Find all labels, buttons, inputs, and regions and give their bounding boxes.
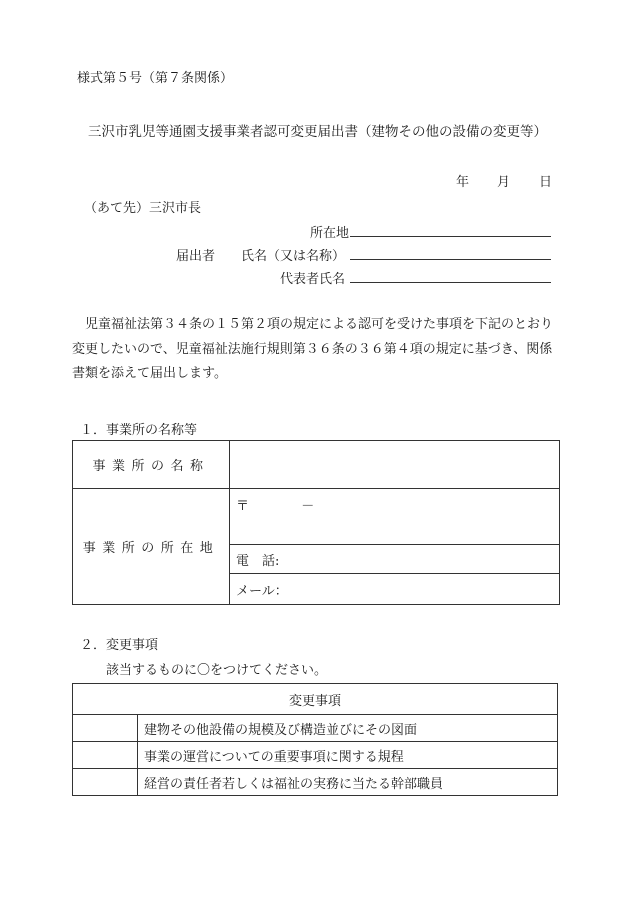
postal-mark: 〒 — [236, 499, 250, 514]
change-item: 建物その他設備の規模及び構造並びにその図面 — [138, 715, 558, 742]
change-item: 経営の責任者若しくは福祉の実務に当たる幹部職員 — [138, 769, 558, 796]
office-name-field[interactable] — [230, 441, 560, 489]
notifier-rep-label: 代表者氏名 — [280, 272, 346, 287]
section2-heading: ２．変更事項 — [80, 638, 159, 653]
change-mark-cell[interactable] — [73, 769, 138, 796]
changes-table — [72, 683, 558, 796]
phone-field[interactable] — [230, 545, 560, 574]
date-day: 日 — [539, 175, 553, 190]
postal-address-field[interactable] — [230, 489, 560, 545]
section2-instruction: 該当するものに〇をつけてください。 — [106, 663, 328, 678]
office-name-label-cell — [73, 441, 230, 489]
notifier-name-label: 氏名（又は名称） — [241, 249, 346, 264]
postal-dash: － — [301, 499, 315, 514]
email-field[interactable] — [230, 574, 560, 605]
phone-label: 電 話: — [236, 553, 280, 569]
notifier-address-field[interactable] — [350, 236, 551, 237]
office-name-label: 事業所の名称 — [92, 459, 210, 474]
office-address-label-cell — [73, 489, 230, 605]
change-item: 事業の運営についての重要事項に関する規程 — [138, 742, 558, 769]
addressee: （あて先）三沢市長 — [84, 201, 202, 216]
changes-table-header: 変更事項 — [73, 684, 558, 715]
date-year: 年 — [456, 175, 470, 190]
notifier-name-field[interactable] — [350, 259, 551, 260]
notifier-label: 届出者 — [176, 249, 216, 264]
page-title: 三沢市乳児等通園支援事業者認可変更届出書（建物その他の設備の変更等） — [88, 124, 547, 140]
body-paragraph: 児童福祉法第３４条の１５第２項の規定による認可を受けた事項を下記のとおり変更したいので、児童福祉法施行規則第３６条の３６第４項の規定に基づき、関係書類を添えて届出します。 — [72, 317, 554, 381]
email-label: メール： — [236, 583, 288, 599]
office-address-label: 事業所の所在地 — [82, 541, 220, 556]
date-month: 月 — [497, 175, 511, 190]
section1-heading: １．事業所の名称等 — [80, 423, 198, 438]
change-mark-cell[interactable] — [73, 742, 138, 769]
notifier-rep-field[interactable] — [350, 282, 551, 283]
office-table — [72, 440, 560, 605]
form-number: 様式第５号（第７条関係） — [77, 71, 234, 86]
change-mark-cell[interactable] — [73, 715, 138, 742]
notifier-address-label: 所在地 — [310, 226, 350, 241]
